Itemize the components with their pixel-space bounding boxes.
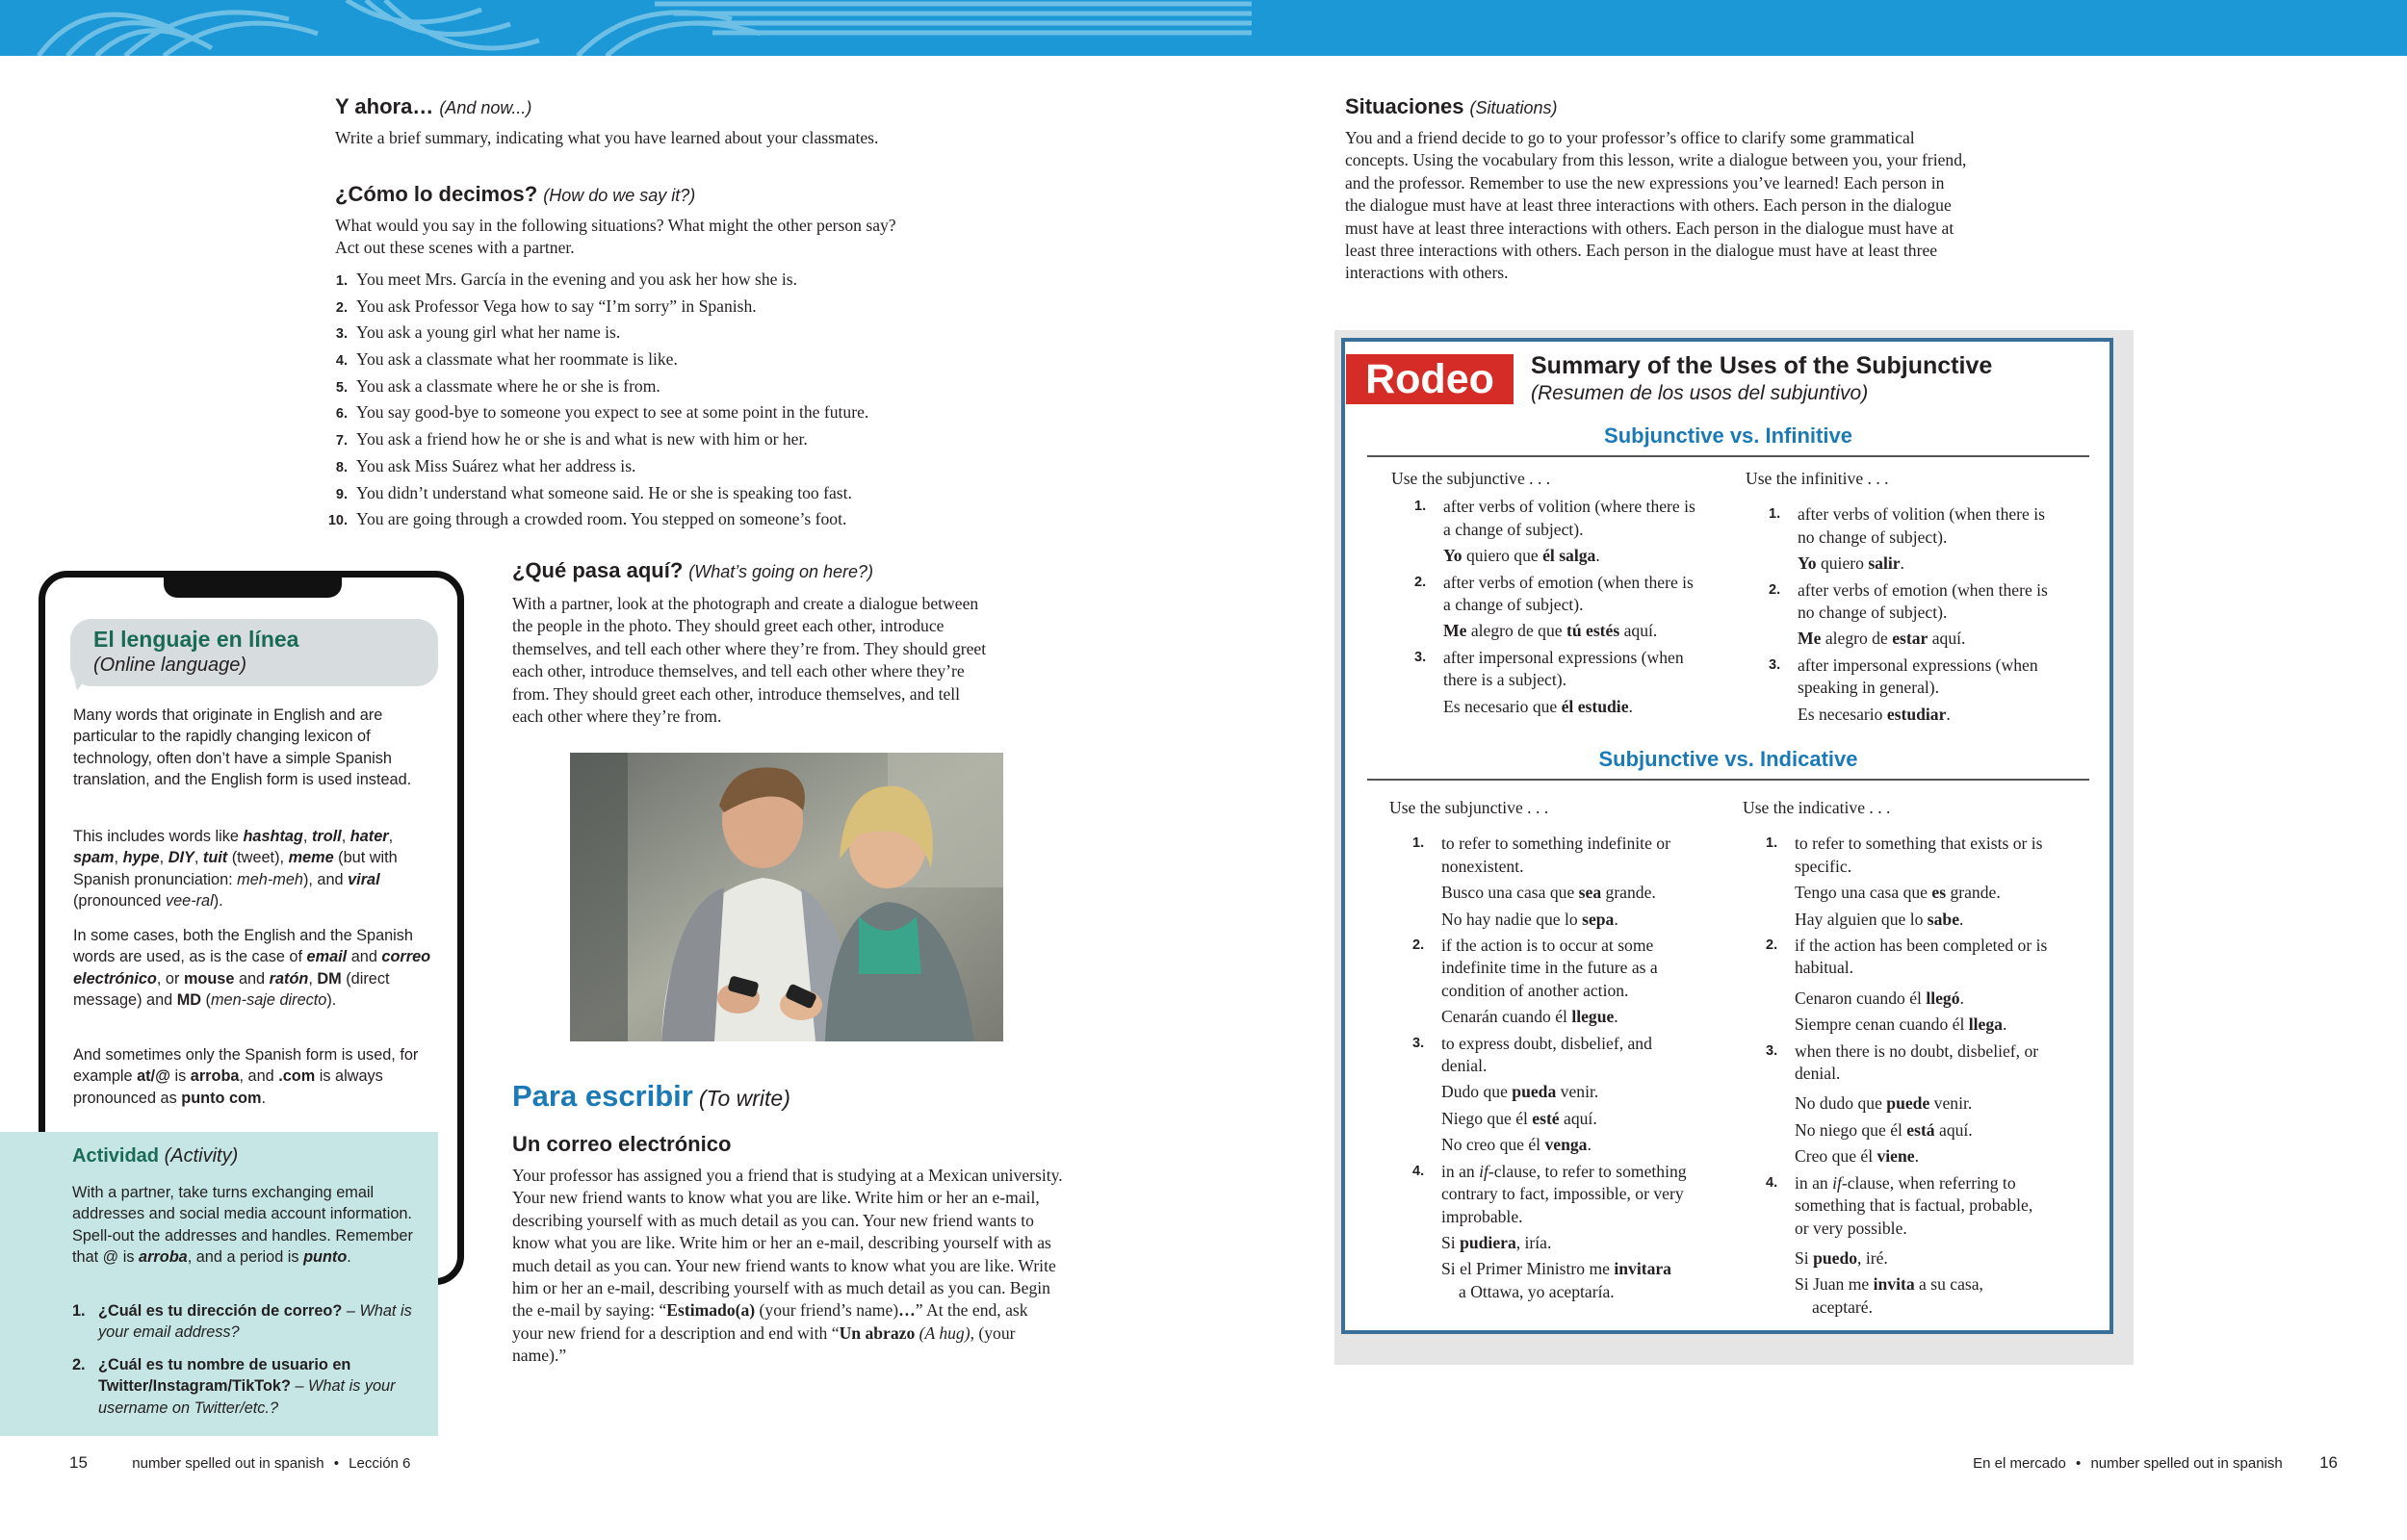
top-banner	[0, 0, 2407, 56]
page-number-left: 15	[69, 1453, 88, 1472]
para-escribir-text: Your professor has assigned you a friend that is studying at a Mexican university. Your new friend wants to know what you are like. Write him or her an e-mail, describing yourself with as much detail as you can. Your new friend wants to know what you are like. Write him or her an e-mail, describing yourself with as much detail as you can. Your new friend wants to know what you are like. Write him or her an e-mail, describing yourself with as much detail as you can. Begin the e-mail by saying: “Estimado(a) (your friend’s name)…” At the end, ask your new friend for a description and end with “Un abrazo (A hug), (your name).”	[512, 1166, 1063, 1366]
rule-item: 4. in an if-clause, to refer to something contrary to fact, impossible, or very improbable.	[1412, 1161, 1687, 1226]
right-footer: En el mercado • number spelled out in spanish 16	[1973, 1453, 2338, 1472]
activity-text: With a partner, take turns exchanging email addresses and social media account information. Spell-out the addresses and handles. Remember that @ is arroba, and a period is punto.	[72, 1184, 413, 1267]
section-heading-infinitive: Subjunctive vs. Infinitive	[1604, 424, 1852, 448]
list-item: 4. You ask a classmate what her roommate is like.	[335, 349, 678, 370]
rule-item: 2. if the action is to occur at some indefinite time in the future as a condition of another action.	[1412, 936, 1658, 1000]
que-pasa-heading: ¿Qué pasa aquí? (What’s going on here?)	[512, 558, 874, 582]
activity-title: Actividad (Activity)	[72, 1145, 239, 1167]
rule-item: 1. after verbs of volition (where there is a change of subject).	[1414, 497, 1695, 539]
sidebar-paragraph-3: In some cases, both the English and the Spanish words are used, as is the case of email and correo electrónico, or mouse and ratón, DM (direct message) and MD (men-saje directo).	[73, 927, 431, 1010]
rule-item: 3. after impersonal expressions (when speaking in general).	[1769, 654, 2038, 698]
section-rule	[1367, 779, 2089, 781]
sidebar-title: El lenguaje en línea	[93, 627, 299, 652]
rule-item: 3. to express doubt, disbelief, and denial.	[1412, 1033, 1652, 1076]
rule-item: 2. after verbs of emotion (when there is a change of subject).	[1414, 572, 1694, 615]
indicative-right-column: Use the indicative . . . 1. to refer to something that exists or is specific. Tengo una casa que es grande. Hay alguien que lo sabe. 2. if the action has been completed or is habitual. Cenaron cuando él llegó. Siempre cenan cuando él llega. 3. when there is no doubt, disbelief, or denial. No dudo que puede venir. No niego que él está aquí. Creo que él viene. 4. in an if-clause, when referring to something that is factual, probable, or very possible. Si puedo, iré. Si Juan me invita a su casa, aceptaré.	[1743, 797, 2051, 1319]
rodeo-label: Rodeo	[1346, 354, 1514, 404]
activity-question-1: 1. ¿Cuál es tu dirección de correo? – What is your email address?	[72, 1302, 412, 1342]
list-item: 8. You ask Miss Suárez what her address is.	[335, 455, 636, 475]
list-item: 2. You ask Professor Vega how to say “I’m sorry” in Spanish.	[335, 295, 757, 316]
situaciones-heading: Situaciones (Situations)	[1345, 94, 1558, 118]
rodeo-subtitle: (Resumen de los usos del subjuntivo)	[1531, 382, 1869, 404]
situations-list	[324, 267, 868, 533]
infinitive-right-column: Use the infinitive . . . 1. after verbs of volition (when there is no change of subject). Yo quiero salir. 2. after verbs of emotion (when there is no change of subject). Me alegro de estar aquí. 3. after impersonal expressions (when speaking in general). Es necesario estudiar.	[1746, 468, 2054, 726]
y-ahora-heading: Y ahora… (And now...)	[335, 94, 532, 118]
como-lo-decimos-heading: ¿Cómo lo decimos? (How do we say it?)	[335, 182, 696, 206]
sidebar-paragraph-4: And sometimes only the Spanish form is used, for example at/@ is arroba, and .com is always pronounced as punto com.	[73, 1046, 419, 1107]
banner-wave-pattern	[0, 0, 1252, 56]
sidebar-paragraph-2: This includes words like hashtag, troll, hater, spam, hype, DIY, tuit (tweet), meme (but with Spanish pronunciation: meh-meh), and viral (pronounced vee-ral).	[73, 828, 398, 911]
rule-item: 4. in an if-clause, when referring to something that is factual, probable, or very possible.	[1766, 1172, 2033, 1238]
page-number-right: 16	[2319, 1453, 2338, 1472]
list-item: 9. You didn’t understand what someone said. He or she is speaking too fast.	[335, 482, 852, 502]
indicative-left-column: Use the subjunctive . . . 1. to refer to something indefinite or nonexistent. Busco una casa que sea grande. No hay nadie que lo sepa. 2. if the action is to occur at some indefinite time in the future as a condition of another action. Cenarán cuando él llegue. 3. to express doubt, disbelief, and denial. Dudo que pueda venir. Niego que él esté aquí. No creo que él venga. 4. in an if-clause, to refer to something contrary to fact, impossible, or very improbable. Si pudiera, iría. Si el Primer Ministro me invitara a Ottawa, yo aceptaría.	[1389, 797, 1697, 1303]
left-footer: 15 number spelled out in spanish • Lección 6	[69, 1453, 411, 1472]
para-escribir-heading: Para escribir (To write)	[512, 1079, 790, 1113]
rodeo-title: Summary of the Uses of the Subjunctive	[1531, 352, 1993, 379]
list-item: 5. You ask a classmate where he or she is from.	[335, 375, 660, 396]
rule-item: 1. to refer to something indefinite or nonexistent.	[1412, 834, 1670, 876]
infinitive-left-column: Use the subjunctive . . . 1. after verbs of volition (where there is a change of subject). Yo quiero que él salga. 2. after verbs of emotion (when there is a change of subject). Me alegro de que tú estés aquí. 3. after impersonal expressions (when there is a subject). Es necesario que él estudie.	[1391, 468, 1699, 718]
correo-subtitle: Un correo electrónico	[512, 1132, 732, 1156]
list-item: 6. You say good-bye to someone you expect to see at some point in the future.	[335, 402, 869, 423]
list-item: 10. You are going through a crowded room. You stepped on someone’s foot.	[327, 509, 847, 529]
rule-item: 2. after verbs of emotion (when there is no change of subject).	[1769, 579, 2048, 623]
y-ahora-text: Write a brief summary, indicating what you have learned about your classmates.	[335, 128, 879, 147]
list-item: 1. You meet Mrs. García in the evening and you ask her how she is.	[335, 270, 798, 289]
rule-item: 3. after impersonal expressions (when there is a subject).	[1414, 647, 1684, 690]
phone-notch	[164, 573, 342, 598]
rule-item: 3. when there is no doubt, disbelief, or denial.	[1766, 1040, 2039, 1084]
section-rule	[1367, 455, 2089, 457]
rule-item: 2. if the action has been completed or is habitual.	[1766, 936, 2048, 978]
sidebar-subtitle: (Online language)	[93, 654, 246, 676]
photo-two-friends-with-phones	[570, 753, 1003, 1041]
situaciones-text: You and a friend decide to go to your professor’s office to clarify some grammatical concepts. Using the vocabulary from this lesson, write a dialogue between you, your friend, and the professor. Remember to use the new expressions you’ve learned! Each person in the dialogue must have at least three interactions with others. Each person in the dialogue must have at least three interactions with others. Each person in the dialogue must have at least three interactions with others. Each person in the dialogue must have at least three interactions with others.	[1345, 128, 1967, 283]
rule-item: 1. to refer to something that exists or is specific.	[1766, 834, 2043, 876]
que-pasa-text: With a partner, look at the photograph and create a dialogue between the people in the photo. They should greet each other, introduce themselves, and tell each other where they’re from. They should greet each other, introduce themselves, and tell each other where they’re from. They should greet each other, introduce themselves, and tell each other where they’re from.	[512, 594, 987, 727]
como-lo-decimos-intro: What would you say in the following situations? What might the other person say? Act out these scenes with a partner.	[335, 216, 896, 258]
section-heading-indicative: Subjunctive vs. Indicative	[1598, 747, 1858, 771]
list-item: 3. You ask a young girl what her name is.	[335, 322, 621, 343]
rule-item: 1. after verbs of volition (when there is no change of subject).	[1769, 504, 2045, 547]
list-item: 7. You ask a friend how he or she is and what is new with him or her.	[335, 429, 808, 449]
sidebar-paragraph-1: Many words that originate in English and are particular to the rapidly changing lexicon of technology, often don’t have a simple Spanish translation, and the English form is used instead.	[73, 706, 412, 789]
activity-question-2: 2. ¿Cuál es tu nombre de usuario en Twitter/Instagram/TikTok? – What is your username on Twitter/etc.?	[72, 1356, 396, 1417]
